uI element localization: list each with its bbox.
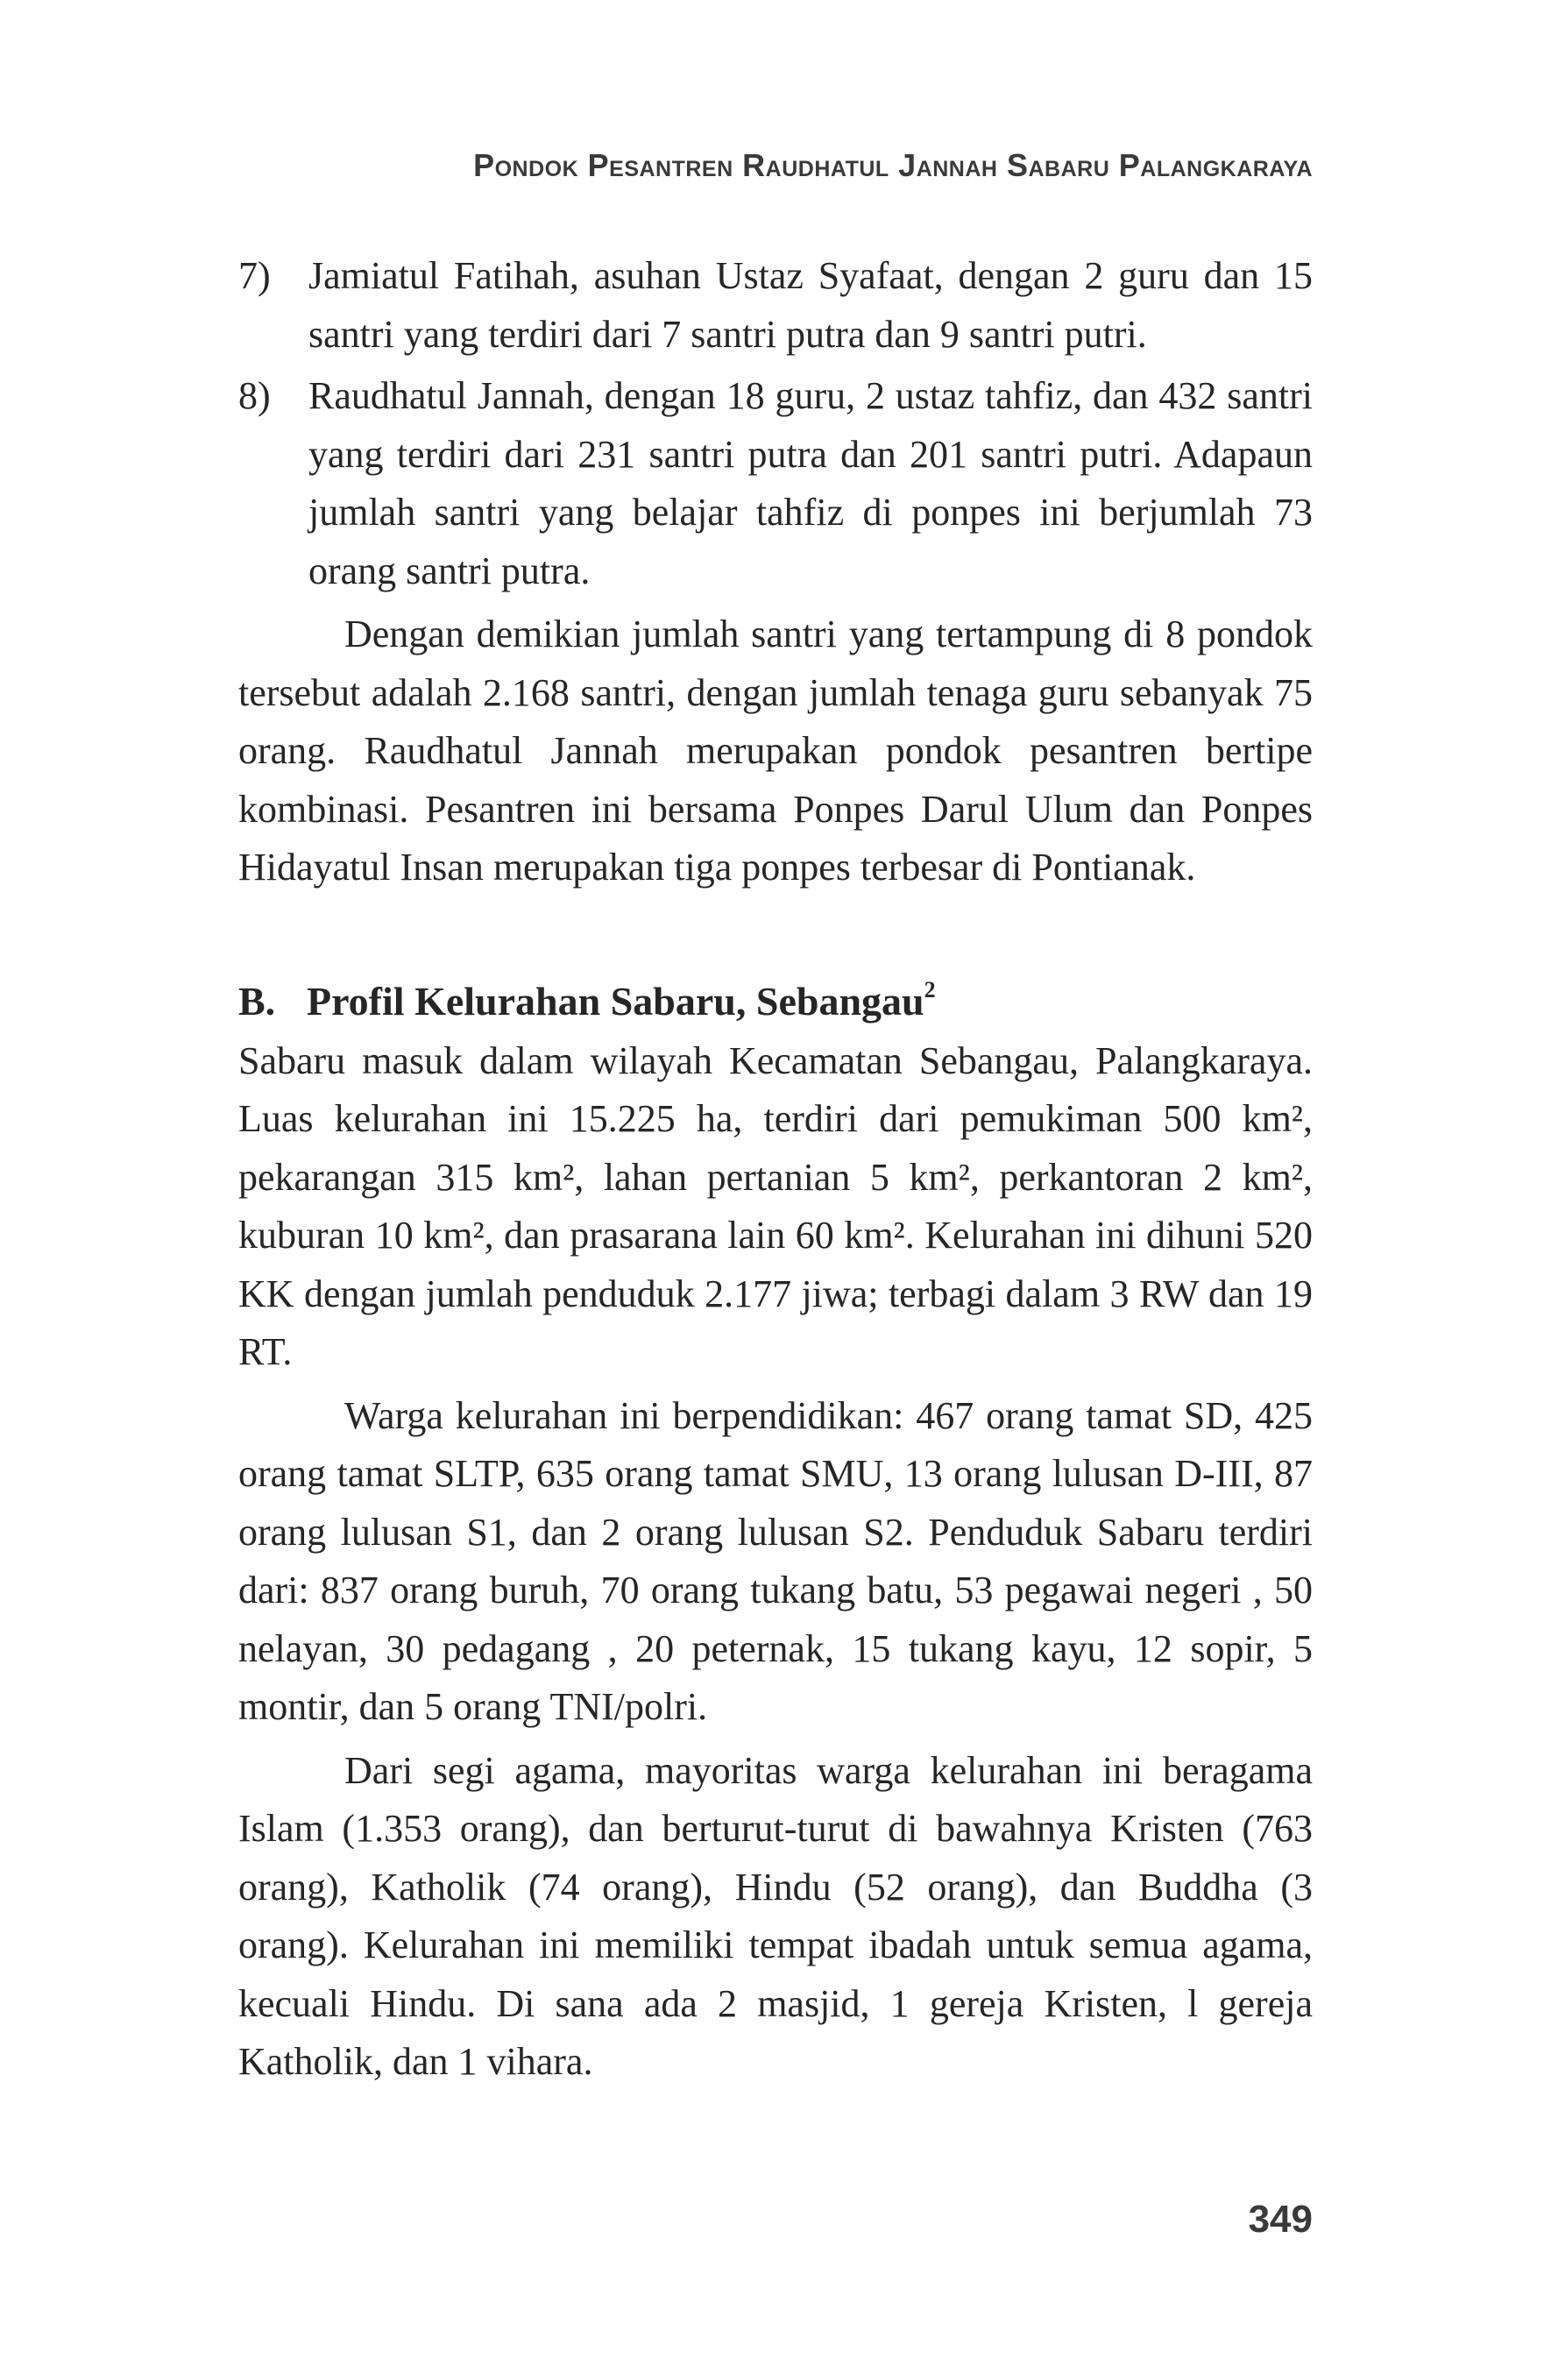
section-title: Profil Kelurahan Sabaru, Sebangau [307, 978, 924, 1024]
list-item [238, 247, 1313, 364]
body-paragraph: Dari segi agama, mayoritas warga kelurahan ini beragama Islam (1.353 orang), dan berturut-turut di bawahnya Kristen (763 orang), Katholik (74 orang), Hindu (52 orang), dan Buddha (3 orang). Kelurahan ini memiliki tempat ibadah untuk semua agama, kecuali Hindu. Di sana ada 2 masjid, 1 gereja Kristen, l gereja Katholik, dan 1 vihara. [238, 1748, 1313, 2083]
page-number: 349 [1248, 2198, 1313, 2241]
section-letter: B. [238, 978, 276, 1024]
list-item-number: 8) [238, 374, 271, 417]
list-item-text: Raudhatul Jannah, dengan 18 guru, 2 ustaz tahfiz, dan 432 santri yang terdiri dari 231 santri putra dan 201 santri putri. Adapaun jumlah santri yang belajar tahfiz di ponpes ini berjumlah 73 orang santri putra. [308, 374, 1313, 592]
list-item [238, 367, 1313, 600]
list-item-text: Jamiatul Fatihah, asuhan Ustaz Syafaat, dengan 2 guru dan 15 santri yang terdiri dari 7 santri putra dan 9 santri putri. [308, 254, 1313, 356]
list-item-number: 7) [238, 254, 271, 297]
page-content [238, 247, 1313, 2092]
section-heading [238, 973, 1313, 1031]
footnote-reference: 2 [924, 976, 936, 1002]
body-paragraph: Dengan demikian jumlah santri yang tertampung di 8 pondok tersebut adalah 2.168 santri, dengan jumlah tenaga guru sebanyak 75 orang. Raudhatul Jannah merupakan pondok pesantren bertipe kombinasi. Pesantren ini bersama Ponpes Darul Ulum dan Ponpes Hidayatul Insan merupakan tiga ponpes terbesar di Pontianak. [238, 613, 1313, 889]
running-header: Pondok Pesantren Raudhatul Jannah Sabaru Palangkaraya [473, 147, 1313, 183]
body-paragraph: Warga kelurahan ini berpendidikan: 467 orang tamat SD, 425 orang tamat SLTP, 635 orang tamat SMU, 13 orang lulusan D-III, 87 orang lulusan S1, dan 2 orang lulusan S2. Penduduk Sabaru terdiri dari: 837 orang buruh, 70 orang tukang batu, 53 pegawai negeri , 50 nelayan, 30 pedagang , 20 peternak, 15 tukang kayu, 12 sopir, 5 montir, dan 5 orang TNI/polri. [238, 1393, 1313, 1728]
body-paragraph: Sabaru masuk dalam wilayah Kecamatan Sebangau, Palangkaraya. Luas kelurahan ini 15.225 ha, terdiri dari pemukiman 500 km², pekarangan 315 km², lahan pertanian 5 km², perkantoran 2 km², kuburan 10 km², dan prasarana lain 60 km². Kelurahan ini dihuni 520 KK dengan jumlah penduduk 2.177 jiwa; terbagi dalam 3 RW dan 19 RT. [238, 1038, 1313, 1373]
